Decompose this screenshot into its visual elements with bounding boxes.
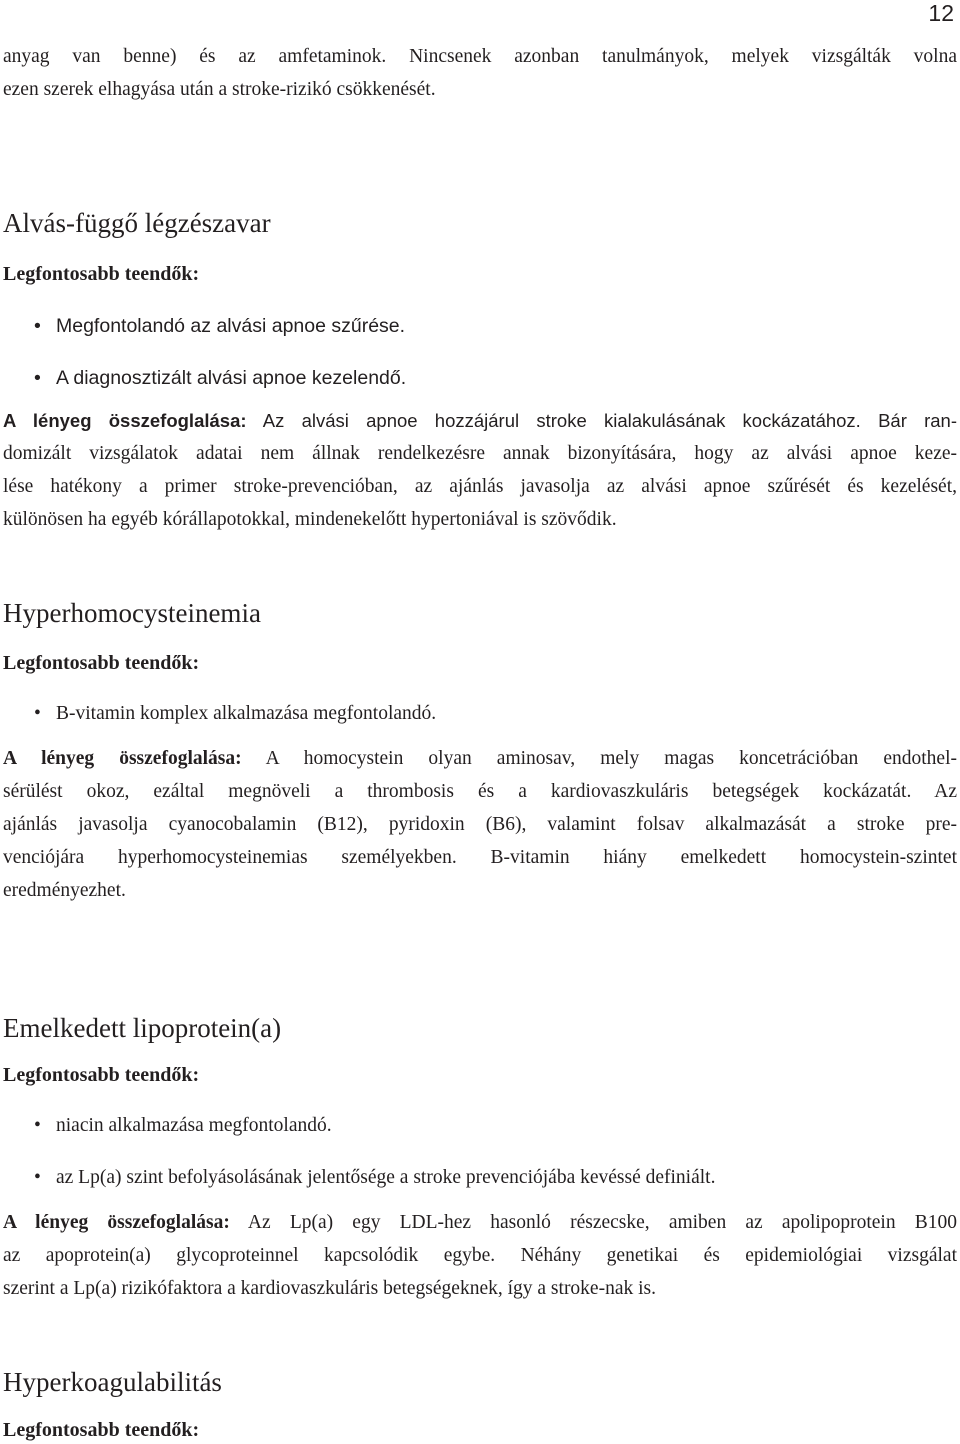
bullet-icon: •	[34, 703, 41, 724]
list-item: • Megfontolandó az alvási apnoe szűrése.	[36, 312, 405, 340]
bullet-icon: •	[34, 1167, 41, 1188]
summary-text: Az alvási apnoe hozzájárul stroke kialakulásának kockázatához. Bár ran-	[246, 410, 957, 431]
list-item: • niacin alkalmazása megfontolandó.	[36, 1112, 332, 1140]
section-heading: Alvás-függő légzészavar	[3, 208, 271, 238]
summary-paragraph	[3, 1206, 957, 1305]
list-item: • A diagnosztizált alvási apnoe kezelendő.	[36, 364, 406, 392]
intro-line: anyag van benne) és az amfetaminok. Nincsenek azonban tanulmányok, melyek vizsgálták volna	[3, 46, 957, 67]
todo-label: Legfontosabb teendők:	[3, 1064, 200, 1086]
list-item: • az Lp(a) szint befolyásolásának jelentősége a stroke prevenciójába kevéssé definiált.	[36, 1164, 715, 1192]
page-number: 12	[928, 0, 954, 26]
summary-label: A lényeg összefoglalása:	[3, 1212, 230, 1233]
summary-line: eredményezhet.	[3, 880, 126, 901]
section-heading: Emelkedett lipoprotein(a)	[3, 1013, 282, 1043]
todo-label: Legfontosabb teendők:	[3, 1419, 200, 1441]
summary-line: lése hatékony a primer stroke-prevencióban, az ajánlás javasolja az alvási apnoe szűrését és kezelését,	[3, 476, 957, 497]
section-heading: Hyperkoagulabilitás	[3, 1367, 222, 1397]
summary-text: A homocystein olyan aminosav, mely magas koncetrációban endothel-	[241, 748, 957, 769]
summary-line: különösen ha egyéb kórállapotokkal, mindenekelőtt hypertoniával is szövődik.	[3, 509, 617, 530]
bullet-icon: •	[34, 315, 41, 337]
summary-line: domizált vizsgálatok adatai nem állnak rendelkezésre annak bizonyítására, hogy az alvási apnoe keze-	[3, 443, 957, 464]
summary-line: szerint a Lp(a) rizikófaktora a kardiovaszkuláris betegségeknek, így a stroke-nak is.	[3, 1278, 656, 1299]
summary-text: Az Lp(a) egy LDL-hez hasonló részecske, amiben az apolipoprotein B100	[229, 1212, 958, 1233]
summary-line: az apoprotein(a) glycoproteinnel kapcsolódik egybe. Néhány genetikai és epidemiológiai vizsgálat	[3, 1245, 957, 1266]
section-heading: Hyperhomocysteinemia	[3, 598, 261, 628]
bullet-icon: •	[34, 1115, 41, 1136]
summary-line: sérülést okoz, ezáltal megnöveli a thrombosis és a kardiovaszkuláris betegségek kockázatát. Az	[3, 781, 957, 802]
list-item: • B-vitamin komplex alkalmazása megfontolandó.	[36, 700, 436, 728]
summary-paragraph	[3, 404, 957, 536]
summary-paragraph	[3, 742, 957, 907]
summary-label: A lényeg összefoglalása:	[3, 748, 242, 769]
summary-label: A lényeg összefoglalása:	[3, 410, 247, 431]
bullet-icon: •	[34, 367, 41, 389]
intro-paragraph	[3, 40, 957, 106]
summary-line: venciójára hyperhomocysteinemias személyekben. B-vitamin hiány emelkedett homocystein-szintet	[3, 847, 957, 868]
todo-label: Legfontosabb teendők:	[3, 652, 200, 674]
todo-label: Legfontosabb teendők:	[3, 263, 200, 285]
summary-line: ajánlás javasolja cyanocobalamin (B12), pyridoxin (B6), valamint folsav alkalmazását a stroke pre-	[3, 814, 957, 835]
intro-line: ezen szerek elhagyása után a stroke-rizikó csökkenését.	[3, 79, 436, 100]
